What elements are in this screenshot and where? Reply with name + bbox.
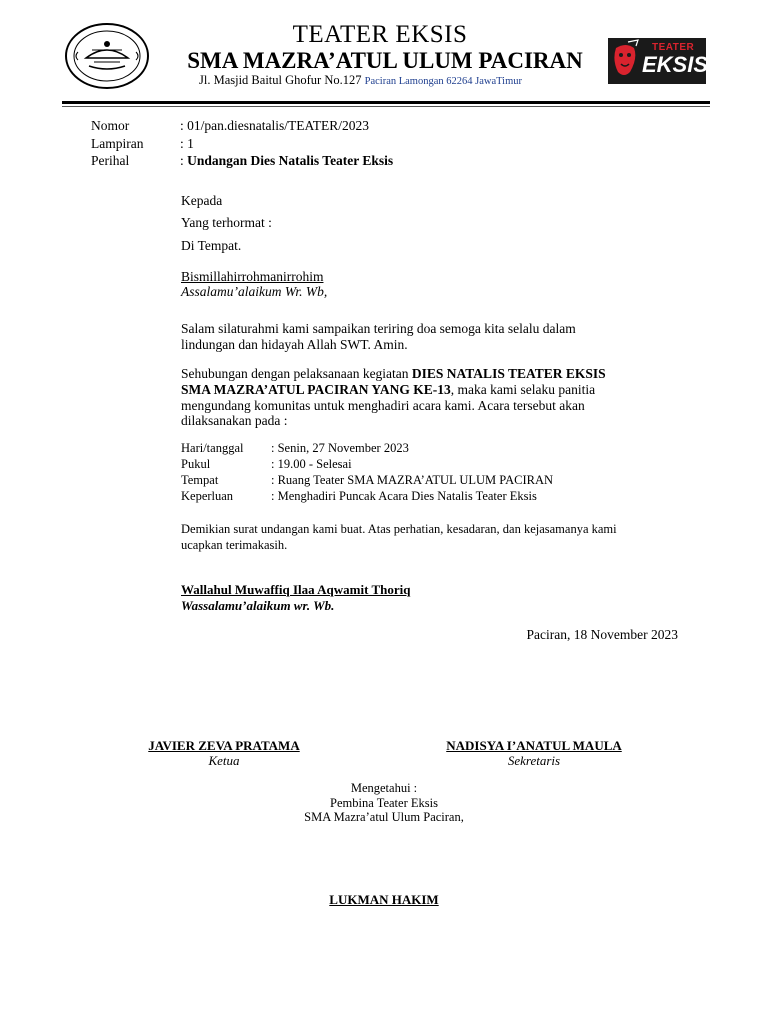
recipient-line-1: Kepada [181,193,223,208]
signatory-right-name: NADISYA I’ANATUL MAULA [446,738,622,753]
school-address [199,73,522,88]
signatory-left-role: Ketua [208,753,240,768]
closing-prayer: Wallahul Muwaffiq Ilaa Aqwamit Thoriq [181,582,411,597]
basmalah: Bismillahirrohmanirrohim [181,269,324,284]
event-name-cont: SMA MAZRA’ATUL PACIRAN YANG KE-13 [181,382,451,397]
school-seal-logo [64,22,150,90]
detail-value-place: : Ruang Teater SMA MAZRA’ATUL ULUM PACIRAN [271,473,554,487]
closing-salam: Wassalamu’alaikum wr. Wb. [181,598,335,613]
meta-label-lampiran: Lampiran [91,136,144,151]
address-street: Jl. Masjid Baitul Ghofur No.127 [199,73,362,87]
body-para1-line2: lindungan dan hidayah Allah SWT. Amin. [181,337,408,352]
body-para2-line4: dilaksanakan pada : [181,413,288,428]
teater-eksis-logo [608,38,709,84]
meta-label-nomor: Nomor [91,118,130,133]
letterhead-divider-thin [62,106,710,107]
detail-value-purpose: : Menghadiri Puncak Acara Dies Natalis Teater Eksis [271,489,537,503]
meta-colon: : [180,153,188,168]
logo-text-main: EKSIS [642,52,709,77]
acknowledge-line-1: Mengetahui : [350,781,418,795]
acknowledge-line-2: Pembina Teater Eksis [330,796,438,810]
body-para2-line1 [181,366,681,382]
meta-label-perihal: Perihal [91,153,130,168]
detail-label-time: Pukul [181,457,211,471]
detail-label-place: Tempat [181,473,219,487]
detail-label-purpose: Keperluan [181,489,234,503]
meta-value-nomor: : 01/pan.diesnatalis/TEATER/2023 [180,118,369,133]
meta-value-lampiran: : 1 [180,136,194,151]
event-name: DIES NATALIS TEATER EKSIS [411,366,606,381]
body-para1-line1: Salam silaturahmi kami sampaikan teriring doa semoga kita selalu dalam [181,321,576,336]
place-date: Paciran, 18 November 2023 [526,627,678,642]
letterhead-divider-thick [62,101,710,104]
opening-salam: Assalamu’alaikum Wr. Wb, [181,284,328,299]
address-city: Paciran Lamongan 62264 JawaTimur [364,76,523,87]
detail-label-date: Hari/tanggal [181,441,244,455]
closing-line-1: Demikian surat undangan kami buat. Atas perhatian, kesadaran, dan kejasamanya kami [181,522,617,536]
signatory-right-role: Sekretaris [507,753,561,768]
recipient-line-3: Di Tempat. [181,238,242,253]
meta-value-perihal [180,153,393,169]
body-para2-line3: mengundang komunitas untuk menghadiri acara kami. Acara tersebut akan [181,398,585,413]
closing-line-2: ucapkan terimakasih. [181,538,288,552]
body-para2-text: Sehubungan dengan pelaksanaan kegiatan [181,366,412,381]
organization-title: TEATER EKSIS [292,21,468,48]
recipient-line-2: Yang terhormat : [181,215,272,230]
acknowledge-line-3: SMA Mazra’atul Ulum Paciran, [304,810,464,824]
detail-value-date: : Senin, 27 November 2023 [271,441,409,455]
school-name: SMA MAZRA’ATUL ULUM PACIRAN [187,48,583,73]
logo-text-top: TEATER [652,42,695,53]
body-para2-line2 [181,382,681,398]
advisor-name: LUKMAN HAKIM [329,892,439,907]
body-para2-text-cont: , maka kami selaku panitia [450,382,596,397]
signatory-left-name: JAVIER ZEVA PRATAMA [148,738,300,753]
detail-value-time: : 19.00 - Selesai [271,457,352,471]
subject-text: Undangan Dies Natalis Teater Eksis [187,153,394,168]
